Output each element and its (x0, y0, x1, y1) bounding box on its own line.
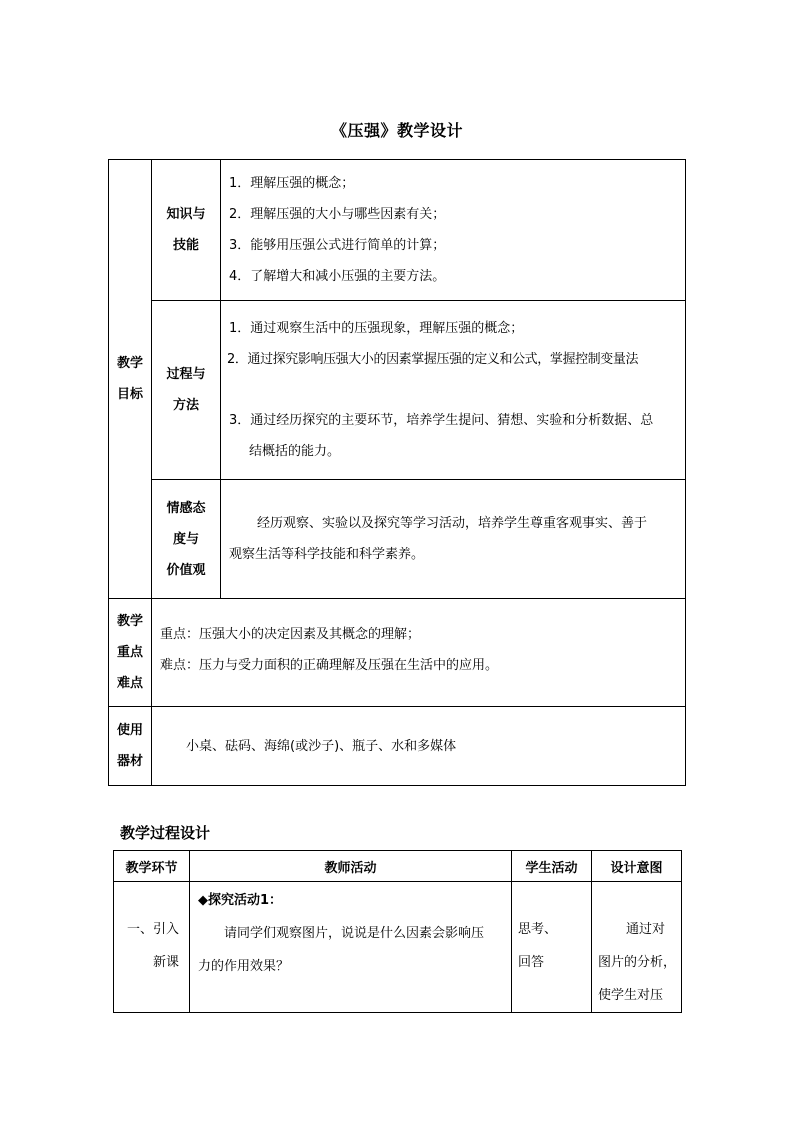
process-label-cell (152, 301, 221, 480)
process-design-table (113, 850, 682, 1013)
attitude-label-line2: 度与 (172, 531, 199, 547)
knowledge-item-4: 4．了解增大和减小压强的主要方法。 (229, 269, 446, 284)
attitude-content-cell (221, 480, 686, 599)
activity-line1: 请同学们观察图片，说说是什么因素会影响压 (224, 926, 485, 941)
knowledge-label-line2: 技能 (172, 238, 199, 253)
knowledge-label-cell (152, 160, 221, 301)
intent-line1: 通过对 (626, 922, 666, 937)
goals-label-line1: 教学 (116, 356, 143, 371)
student-line1: 思考、 (518, 922, 558, 937)
stage-line1: 一、引入 (126, 922, 179, 937)
process-item-3: 3．通过经历探究的主要环节，培养学生提问、猜想、实验和分析数据、总 (229, 413, 654, 428)
page-title: 《压强》教学设计 (330, 121, 463, 140)
knowledge-item-3: 3．能够用压强公式进行简单的计算； (229, 238, 446, 253)
goals-label-line2: 目标 (116, 387, 143, 402)
knowledge-label-line1: 知识与 (166, 207, 206, 222)
process-design-title: 教学过程设计 (120, 824, 211, 842)
goals-label-cell (109, 160, 152, 599)
keypoints-label-line1: 教学 (116, 614, 143, 629)
attitude-label-cell (152, 480, 221, 599)
materials-label-line2: 器材 (116, 754, 143, 769)
attitude-label-line1: 情感态 (166, 500, 206, 516)
activity-line2: 力的作用效果？ (198, 959, 290, 974)
stage-line2: 新课 (152, 955, 179, 970)
header-stage: 教学环节 (114, 851, 190, 882)
activity-title: ◆探究活动1： (198, 893, 283, 908)
keypoints-label-cell (109, 599, 152, 707)
materials-label-line1: 使用 (116, 723, 143, 738)
stage-cell (114, 882, 190, 1013)
teacher-activity-cell (190, 882, 512, 1013)
student-activity-cell (512, 882, 592, 1013)
attitude-text-line2: 观察生活等科学技能和科学素养。 (229, 547, 425, 562)
intent-line2: 图片的分析， (598, 955, 677, 970)
student-line2: 回答 (518, 955, 545, 970)
process-content-cell (221, 301, 686, 480)
keypoints-label-line3: 难点 (116, 676, 143, 691)
process-label-line2: 方法 (172, 398, 199, 413)
process-item-2: 2．通过探究影响压强大小的因素掌握压强的定义和公式，掌握控制变量法 (227, 352, 639, 367)
keypoints-content-cell (152, 599, 686, 707)
keypoints-label-line2: 重点 (116, 645, 143, 660)
materials-content-cell (152, 707, 686, 786)
header-intent: 设计意图 (592, 851, 682, 882)
process-item-3-cont: 结概括的能力。 (249, 444, 341, 459)
attitude-text-line1: 经历观察、实验以及探究等学习活动，培养学生尊重客观事实、善于 (257, 516, 648, 531)
process-item-1: 1．通过观察生活中的压强现象，理解压强的概念； (229, 321, 524, 336)
process-label-line1: 过程与 (166, 367, 206, 382)
header-student: 学生活动 (512, 851, 592, 882)
teaching-goals-table (108, 159, 686, 786)
knowledge-item-2: 2．理解压强的大小与哪些因素有关； (229, 207, 446, 222)
knowledge-content-cell (221, 160, 686, 301)
intent-line3: 使学生对压 (598, 988, 664, 1003)
header-teacher: 教师活动 (190, 851, 512, 882)
materials-text: 小桌、砝码、海绵(或沙子)、瓶子、水和多媒体 (186, 738, 457, 754)
materials-label-cell (109, 707, 152, 786)
attitude-label-line3: 价值观 (166, 562, 206, 578)
keypoints-important: 重点：压强大小的决定因素及其概念的理解； (160, 627, 421, 642)
knowledge-item-1: 1．理解压强的概念； (229, 176, 355, 191)
intent-cell (592, 882, 682, 1013)
keypoints-difficult: 难点：压力与受力面积的正确理解及压强在生活中的应用。 (160, 658, 499, 673)
